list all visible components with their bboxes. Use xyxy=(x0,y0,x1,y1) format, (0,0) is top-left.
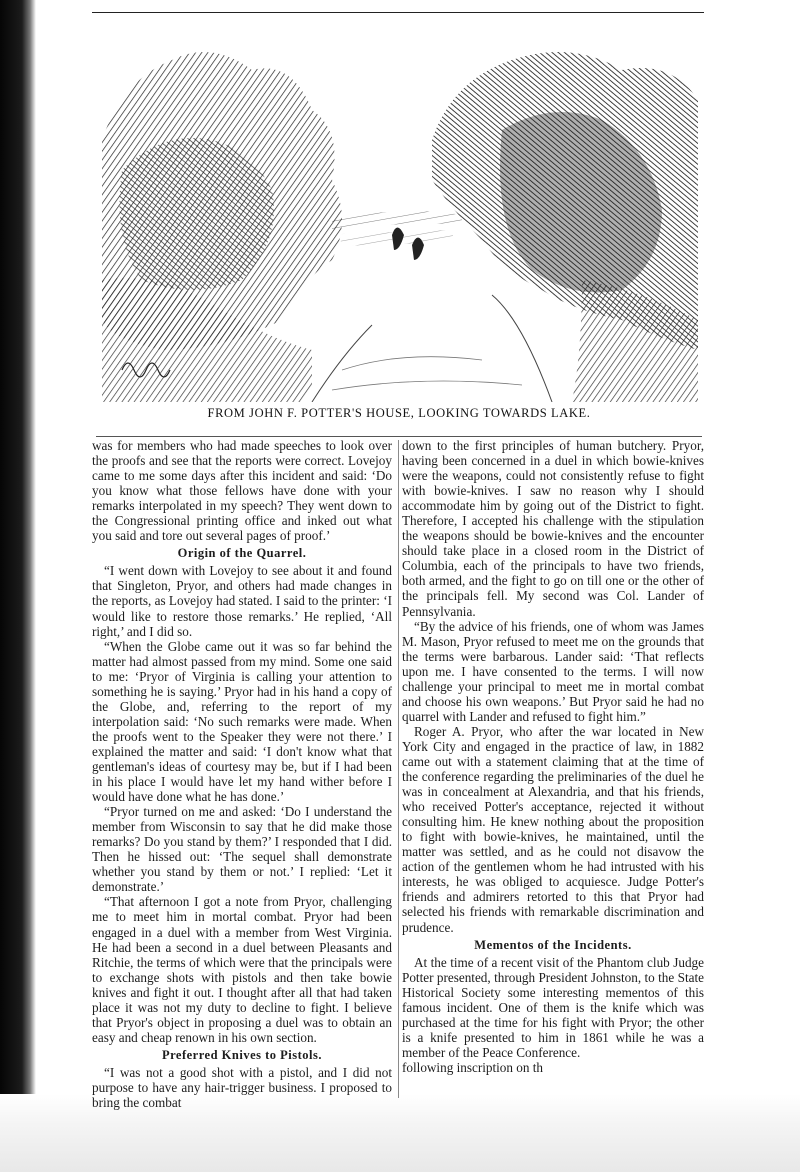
paragraph: At the time of a recent visit of the Phantom club Judge Potter presented, through President Johnston, to the State Historical Society some interesting mementos of this famous incident. One of them is the knife which was purchased at the time for his fight with Pryor; the other is a knife presented to him in 1861 while he was a member of the Peace Conference. xyxy=(402,954,704,1060)
paragraph: “By the advice of his friends, one of whom was James M. Mason, Pryor refused to meet me on the grounds that the terms were barbarous. Lander said: ‘That reflects upon me. I have consented to the terms. I will now challenge your principal to meet me in mortal combat and choose his own weapons.’ But Pryor said he had no quarrel with Lander and refused to fight him.” xyxy=(402,618,704,724)
section-heading: Preferred Knives to Pistols. xyxy=(161,1047,323,1062)
section-heading: Origin of the Quarrel. xyxy=(177,546,307,561)
lake-illustration xyxy=(102,20,698,402)
paragraph: “That afternoon I got a note from Pryor, challenging me to meet him in mortal combat. Pryor had been engaged in a duel with a member from West Virginia. He had been a second in a duel between Pleasants and Ritchie, the terms of which were that the principals were to exchange shots with pistols and then take bowie knives and fight it out. I thought after all that had taken place it was not my duty to decline to fight. I believe that Pryor's object in proposing a duel was to obtain an easy and cheap renown in his own section. xyxy=(92,894,392,1045)
left-column xyxy=(92,438,392,1110)
newspaper-page xyxy=(88,8,710,1111)
lake-illustration-drawing xyxy=(102,20,698,402)
illustration-caption: FROM JOHN F. POTTER'S HOUSE, LOOKING TOWARDS LAKE. xyxy=(207,406,591,420)
paragraph: down to the first principles of human butchery. Pryor, having been concerned in a duel in which bowie-knives were the weapons, could not consistently refuse to fight with bowie-knives. I saw no reason why I should accommodate him by going out of the District to fight. Therefore, I accepted his challenge with the stipulation the weapons should be bowie-knives and the encounter should take place in a closed room in the District of Columbia, each of the principals to have two friends, both armed, and the fight to go on till one or the other of the principals fell. My second was Col. Lander of Pennsylvania. xyxy=(402,438,704,619)
paragraph: “I went down with Lovejoy to see about it and found that Singleton, Pryor, and others had made changes in the reports, as Lovejoy had stated. I said to the printer: ‘I would like to restore those remarks.’ He replied, ‘All right,’ and I did so. xyxy=(92,563,392,639)
paragraph: “I was not a good shot with a pistol, and I did not purpose to have any hair-trigger business. I proposed to bring the combat xyxy=(92,1064,392,1111)
column-top-rule xyxy=(96,436,702,437)
scan-left-edge xyxy=(0,0,36,1172)
top-rule xyxy=(92,12,704,13)
paragraph: Roger A. Pryor, who after the war located in New York City and engaged in the practice of law, in 1882 came out with a statement claiming that at the time of the conference regarding the preliminaries of the duel he was in concealment at Alexandria, and that his friends, who received Potter's acceptance, rejected it without consulting him. He knew nothing about the proposition to fight with bowie-knives, he maintained, until the matter was settled, and as he could not disavow the action of the gentlemen whom he had intrusted with his interests, he was obliged to acquiesce. Judge Potter's friends and admirers retorted to this that Pryor had selected his friends with remarkable discrimination and prudence. xyxy=(402,723,704,935)
paragraph: “When the Globe came out it was so far behind the matter had almost passed from my mind. Some one said to me: ‘Pryor of Virginia is calling your attention to something he is saying.’ Pryor had in his hand a copy of the Globe, and, referring to the report of my interpolation said: ‘No such remarks were made. When the proofs went to the Speaker they were not there.’ I explained the matter and said: ‘I don't know what that gentleman's ideas of courtesy may be, but if I had been in his place I would have let my hand wither before I would have done what he has done.’ xyxy=(92,638,392,805)
paragraph: following inscription on th xyxy=(402,1059,544,1075)
section-heading: Mementos of the Incidents. xyxy=(474,937,632,952)
paragraph: was for members who had made speeches to look over the proofs and see that the reports were correct. Lovejoy came to me some days after this incident and said: ‘Do you know what those fellows have done with your remarks interpolated in my speech? They went down to the Congressional printing office and inked out what you said and tore out several pages of proof.’ xyxy=(92,438,392,544)
column-divider xyxy=(398,440,399,1098)
paragraph: “Pryor turned on me and asked: ‘Do I understand the member from Wisconsin to say that he did make those remarks? Do you stand by them?’ I responded that I did. Then he hissed out: ‘The sequel shall demonstrate whether you stand by them or not.’ I replied: ‘Let it demonstrate.’ xyxy=(92,804,392,895)
right-column xyxy=(402,438,704,1075)
